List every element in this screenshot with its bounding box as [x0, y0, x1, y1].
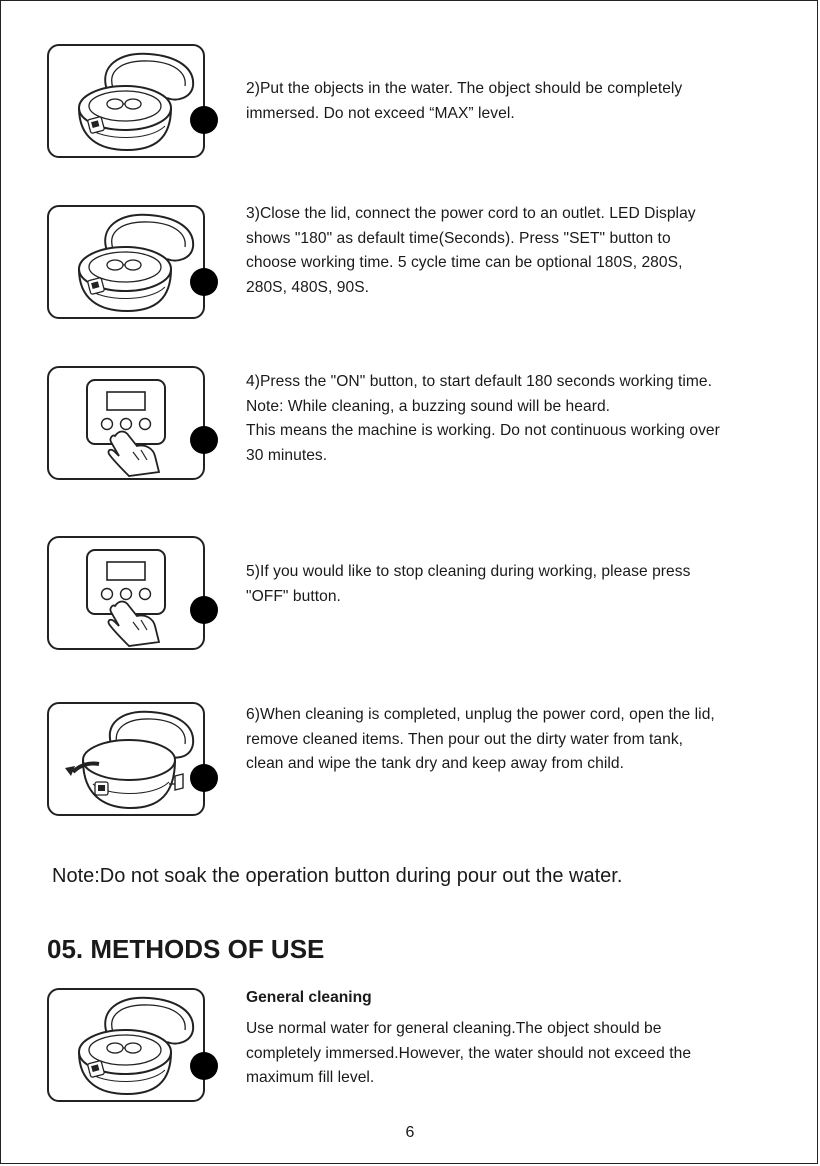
pour-water-illustration — [47, 702, 205, 816]
step-3-text — [246, 202, 794, 300]
text-line: immersed. Do not exceed “MAX” level. — [246, 104, 515, 122]
text-line: shows "180" as default time(Seconds). Press "SET" button to — [246, 229, 671, 247]
text-line: 3)Close the lid, connect the power cord to an outlet. LED Display — [246, 205, 696, 222]
control-panel-illustration — [47, 366, 205, 480]
text-line: 5)If you would like to stop cleaning during working, please press — [246, 563, 691, 580]
ultrasonic-cleaner-icon — [49, 207, 203, 317]
cleaner-illustration — [47, 44, 205, 158]
cleaner-illustration — [47, 205, 205, 319]
text-line: choose working time. 5 cycle time can be optional 180S, 280S, — [246, 254, 683, 271]
warning-note: Note:Do not soak the operation button during pour out the water. — [52, 865, 623, 887]
step-bullet — [190, 426, 218, 454]
text-line: completely immersed.However, the water should not exceed the — [246, 1044, 692, 1062]
text-line: 2)Put the objects in the water. The object should be completely — [246, 80, 683, 97]
ultrasonic-cleaner-icon — [49, 990, 203, 1100]
step-2-text — [246, 77, 794, 126]
text-line: 6)When cleaning is completed, unplug the power cord, open the lid, — [246, 706, 715, 723]
cleaner-illustration — [47, 988, 205, 1102]
text-line: clean and wipe the tank dry and keep away from child. — [246, 755, 624, 772]
text-line: "OFF" button. — [246, 587, 341, 605]
step-5-text — [246, 560, 794, 609]
text-line: This means the machine is working. Do not continuous working over — [246, 422, 720, 439]
sub-heading: General cleaning — [246, 989, 372, 1006]
text-line: Use normal water for general cleaning.The object should be — [246, 1020, 662, 1037]
step-bullet — [190, 764, 218, 792]
control-panel-icon — [49, 538, 203, 648]
control-panel-icon — [49, 368, 203, 478]
text-line: 30 minutes. — [246, 446, 328, 464]
general-cleaning-text — [246, 1017, 794, 1091]
step-6-text — [246, 703, 794, 777]
text-line: Note: While cleaning, a buzzing sound will be heard. — [246, 397, 611, 415]
page-number: 6 — [405, 1124, 415, 1141]
text-line: remove cleaned items. Then pour out the dirty water from tank, — [246, 730, 684, 748]
control-panel-illustration — [47, 536, 205, 650]
text-line: 4)Press the "ON" button, to start default 180 seconds working time. — [246, 373, 712, 390]
step-bullet — [190, 596, 218, 624]
section-title: 05. METHODS OF USE — [47, 934, 325, 964]
step-bullet — [190, 268, 218, 296]
step-4-text — [246, 370, 794, 468]
ultrasonic-cleaner-icon — [49, 46, 203, 156]
pour-water-icon — [49, 704, 203, 814]
text-line: 280S, 480S, 90S. — [246, 278, 370, 296]
step-bullet — [190, 1052, 218, 1080]
text-line: maximum fill level. — [246, 1069, 375, 1086]
step-bullet — [190, 106, 218, 134]
